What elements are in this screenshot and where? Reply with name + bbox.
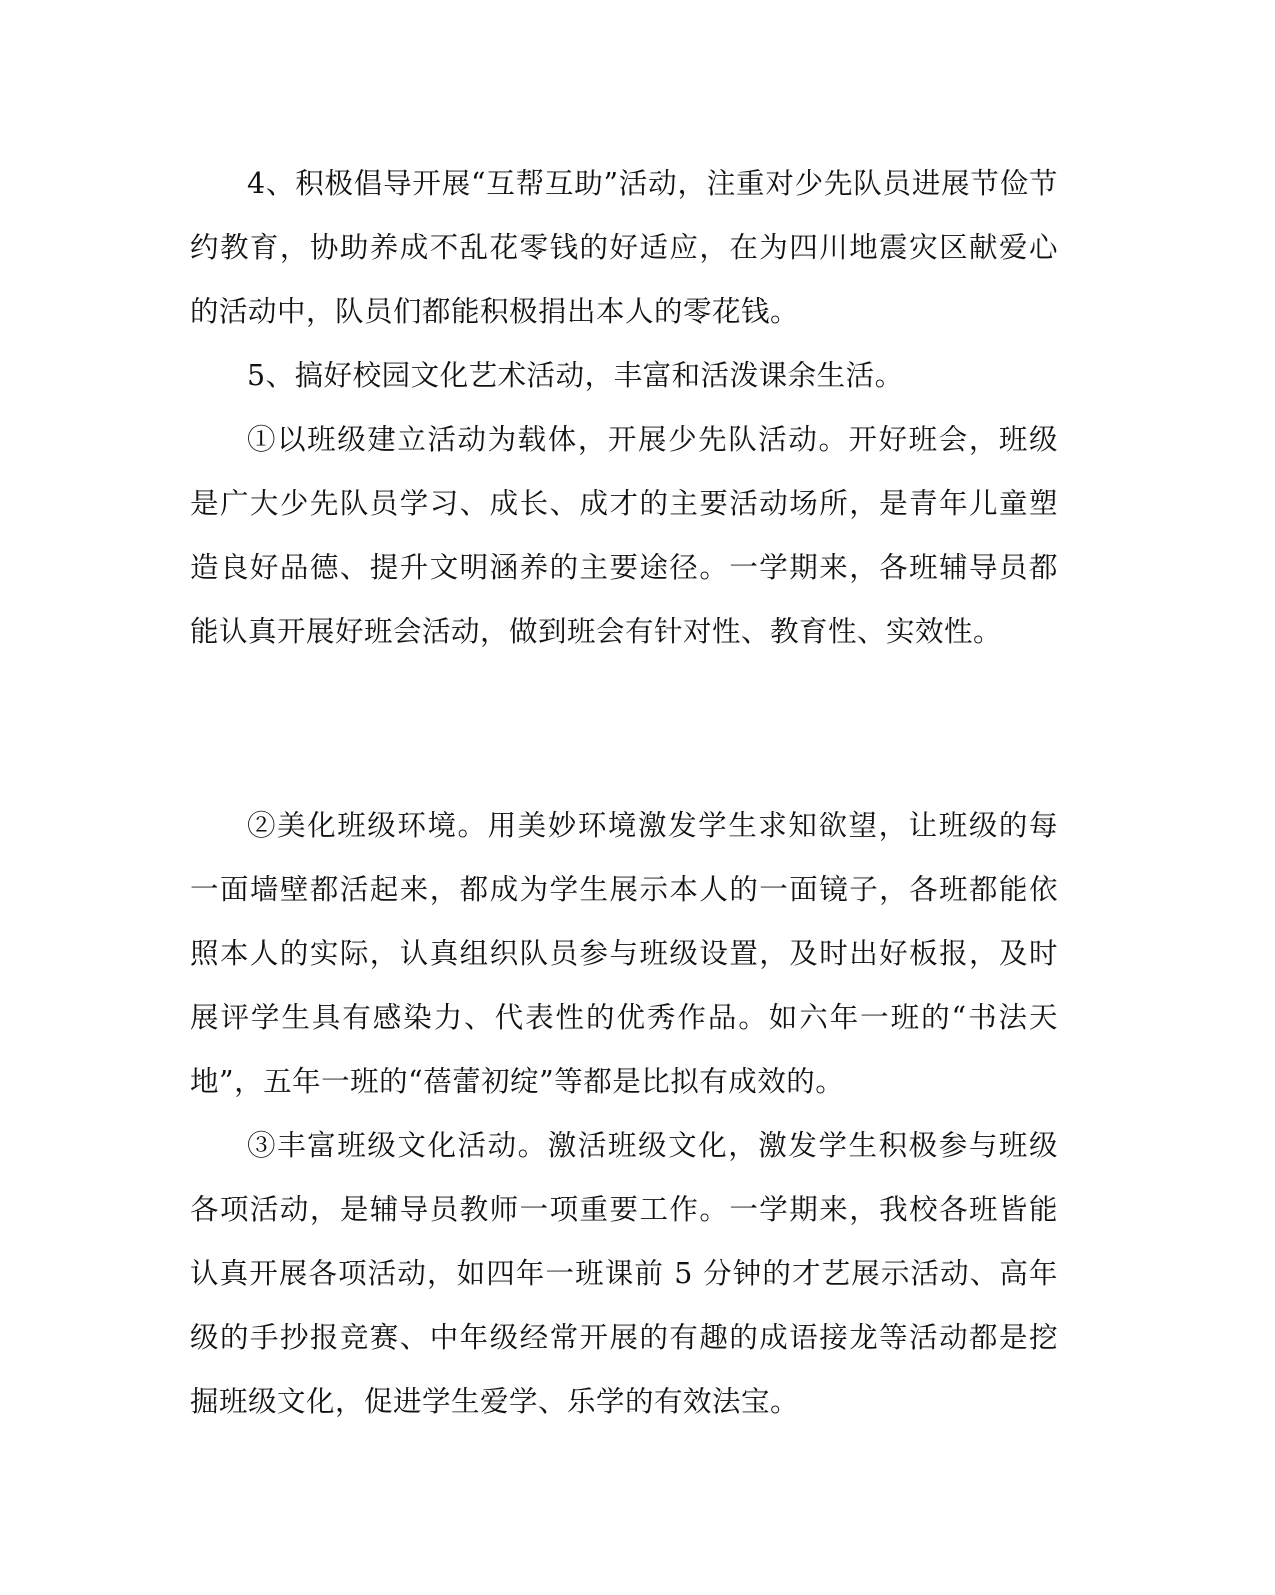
paragraph-class-culture: ③丰富班级文化活动。激活班级文化，激发学生积极参与班级各项活动，是辅导员教师一项重要工作。一学期来，我校各班皆能认真开展各项活动，如四年一班课前 5 分钟的才艺展示活动、高年级的手抄报竞赛、中年级经常开展的有趣的成语接龙等活动都是挖掘班级文化，促进学生爱学、乐学的有效法宝。 [190,1129,1058,1418]
text-block-upper [190,152,1058,664]
paragraph-item-4: 4、积极倡导开展“互帮互助”活动，注重对少先队员进展节俭节约教育，协助养成不乱花零钱的好适应，在为四川地震灾区献爱心的活动中，队员们都能积极捐出本人的零花钱。 [190,167,1058,328]
paragraph-item-5: 5、搞好校园文化艺术活动，丰富和活泼课余生活。 [247,359,904,392]
text-block-lower [190,794,1058,1434]
paragraph-class-activities: ①以班级建立活动为载体，开展少先队活动。开好班会，班级是广大少先队员学习、成长、成才的主要活动场所，是青年儿童塑造良好品德、提升文明涵养的主要途径。一学期来，各班辅导员都能认真开展好班会活动，做到班会有针对性、教育性、实效性。 [190,423,1058,648]
paragraph-class-environment: ②美化班级环境。用美妙环境激发学生求知欲望，让班级的每一面墙壁都活起来，都成为学生展示本人的一面镜子，各班都能依照本人的实际，认真组织队员参与班级设置，及时出好板报，及时展评学生具有感染力、代表性的优秀作品。如六年一班的“书法天地”，五年一班的“蓓蕾初绽”等都是比拟有成效的。 [190,809,1058,1098]
